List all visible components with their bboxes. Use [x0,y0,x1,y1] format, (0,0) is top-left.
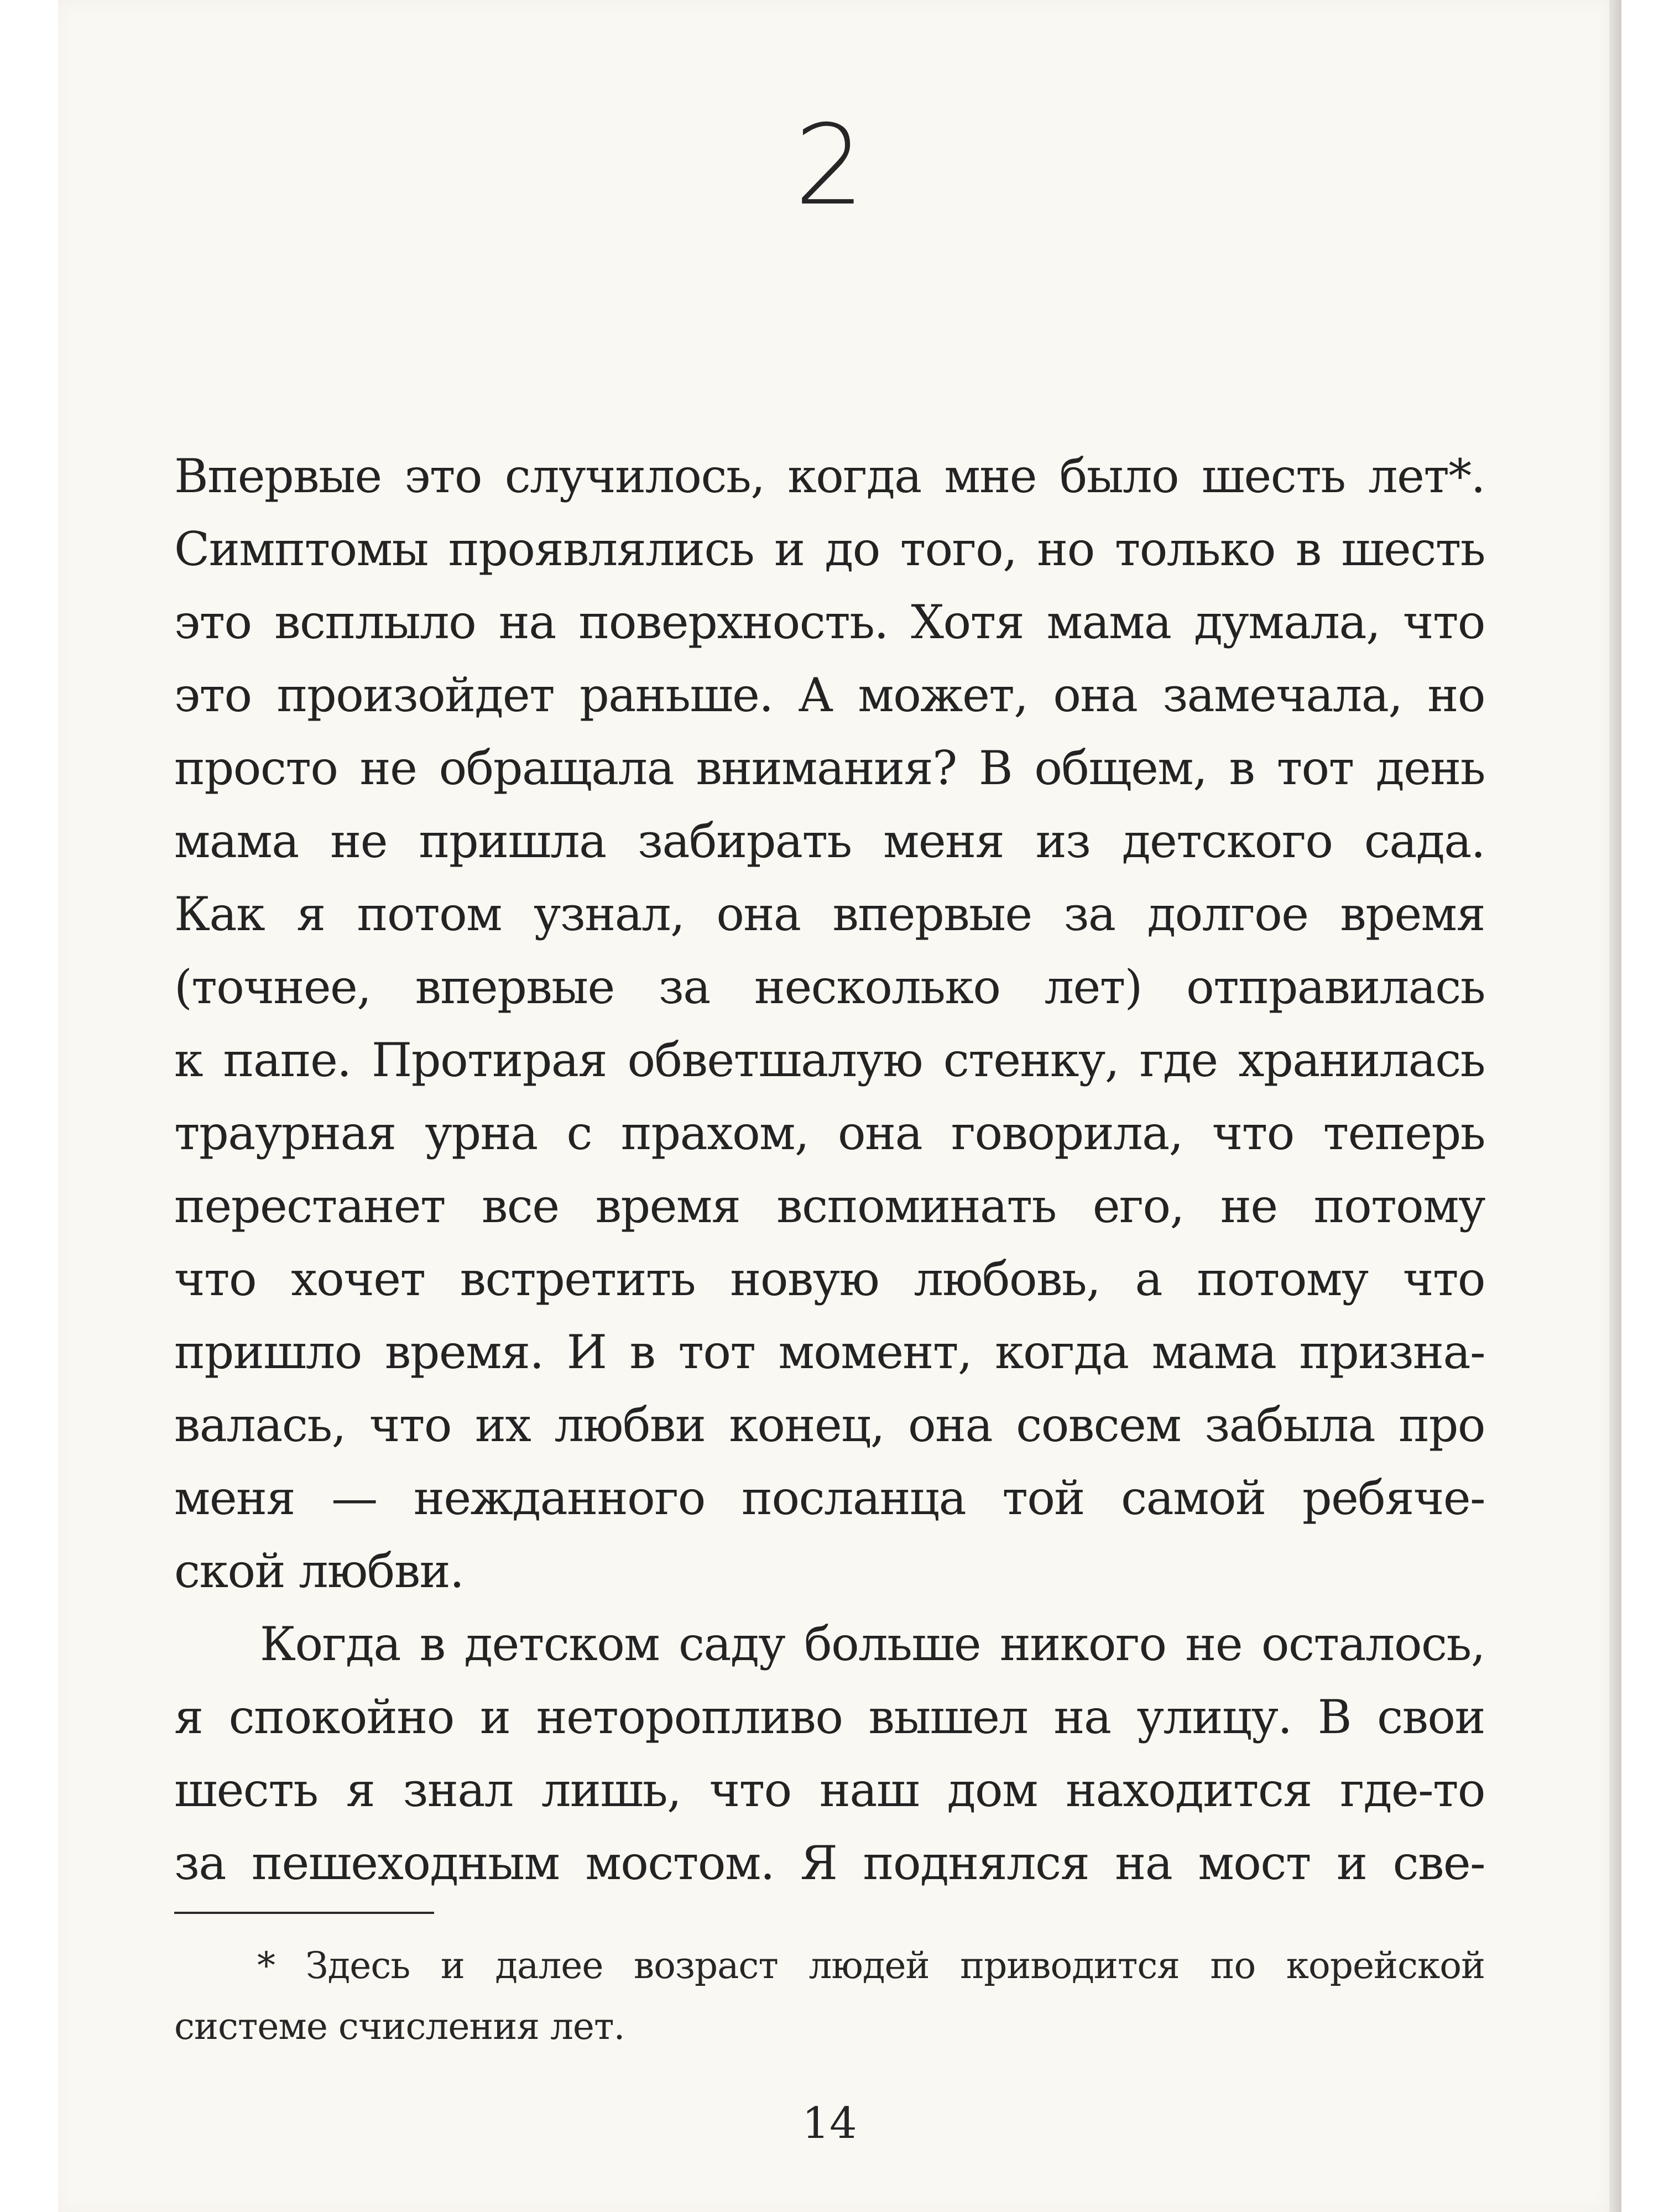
page-number: 14 [802,2099,857,2148]
text-line: Когда в детском саду больше никого не осталось, [260,1617,1485,1671]
text-line: меня — нежданного посланца той самой ребяче- [174,1471,1485,1525]
text-line: траурная урна с прахом, она говорила, что теперь [174,1106,1485,1160]
text-line: валась, что их любви конец, она совсем забыла про [174,1398,1485,1452]
chapter-number: 2 [794,101,865,230]
text-line: мама не пришла забирать меня из детского сада. [174,814,1485,868]
text-line: шесть я знал лишь, что наш дом находится где-то [174,1763,1485,1817]
body-text [174,440,1485,1900]
text-line: что хочет встретить новую любовь, а потому что [174,1252,1485,1306]
footnote-line: системе счисления лет. [174,2005,625,2048]
text-line: Симптомы проявлялись и до того, но только в шесть [174,522,1485,576]
text-line: ской любви. [174,1544,464,1598]
footnote-divider [174,1912,434,1914]
text-line: к папе. Протирая обветшалую стенку, где хранилась [174,1033,1485,1087]
paragraph-1 [174,440,1485,1608]
paragraph-2 [174,1608,1485,1900]
text-line: перестанет все время вспоминать его, не потому [174,1179,1485,1233]
footnote [174,1936,1485,2057]
text-line: это произойдет раньше. А может, она замечала, но [174,668,1485,722]
text-line: это всплыло на поверхность. Хотя мама думала, что [174,595,1485,649]
text-line: Как я потом узнал, она впервые за долгое время [174,887,1485,941]
text-line: за пешеходным мостом. Я поднялся на мост и све- [174,1836,1485,1890]
text-line: Впервые это случилось, когда мне было шесть лет*. [174,449,1485,503]
footnote-line: * Здесь и далее возраст людей приводится по корейской [257,1944,1485,1987]
text-line: (точнее, впервые за несколько лет) отправилась [174,960,1485,1014]
text-line: пришло время. И в тот момент, когда мама призна- [174,1325,1485,1379]
page-edge [1609,0,1621,2212]
text-line: я спокойно и неторопливо вышел на улицу. В свои [174,1690,1485,1744]
text-line: просто не обращала внимания? В общем, в тот день [174,741,1485,795]
